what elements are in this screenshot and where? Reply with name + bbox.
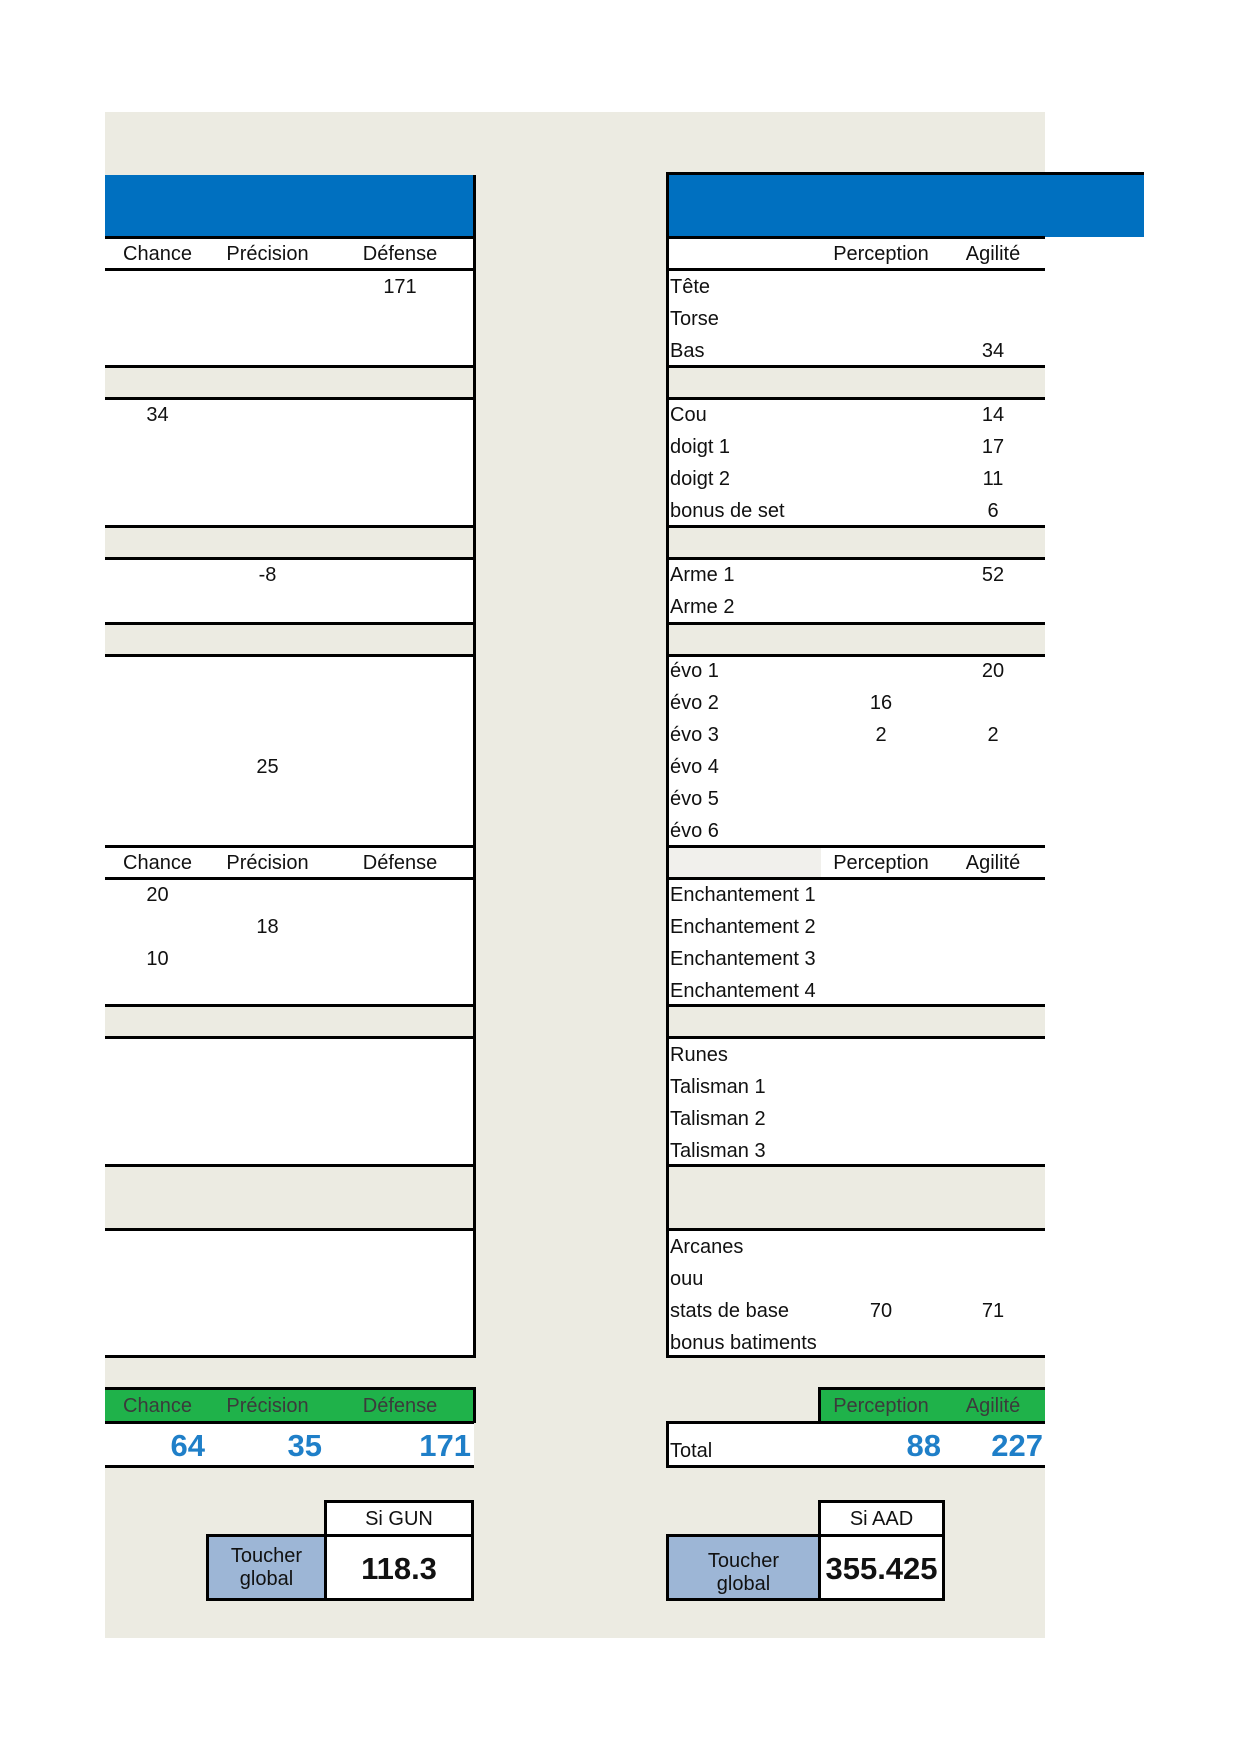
- right-row-agilite: 11: [982, 468, 1004, 490]
- right-rule: [666, 1004, 1045, 1007]
- left-header-chance: Chance: [123, 243, 192, 265]
- right-vertical-border: [666, 172, 669, 1358]
- right-toucher-value: 355.425: [825, 1551, 938, 1586]
- left-rule: [105, 1465, 474, 1468]
- right-rule: [818, 1387, 1045, 1390]
- left-value-precision: 25: [256, 756, 279, 778]
- right-si-label-box: [818, 1500, 945, 1537]
- right-row-label: Talisman 1: [670, 1076, 766, 1098]
- left-rule: [105, 268, 474, 271]
- left-header-bar: [105, 175, 474, 237]
- left-rule: [105, 1036, 474, 1039]
- right-rule: [666, 1164, 1045, 1167]
- left-rule: [105, 622, 474, 625]
- left-total-precision: 35: [287, 1428, 322, 1463]
- right-row-label: évo 3: [670, 724, 719, 746]
- right-row-label: bonus de set: [670, 500, 785, 522]
- left-rule: [105, 877, 474, 880]
- left-gap-4: [105, 1006, 474, 1038]
- left-rule: [105, 1355, 474, 1358]
- left-rule: [105, 654, 474, 657]
- right-row-label: doigt 2: [670, 468, 731, 490]
- right-total-border: [666, 1421, 669, 1466]
- right-si-label: Si AAD: [849, 1508, 914, 1530]
- left-header2-chance: Chance: [123, 852, 192, 874]
- right-row-label: Bas: [670, 340, 705, 362]
- right-row-perception: 70: [869, 1300, 893, 1322]
- right-total-header-perception: Perception: [833, 1395, 929, 1417]
- right-header-agilite: Agilité: [965, 243, 1021, 265]
- right-row-label: Torse: [670, 308, 719, 330]
- left-toucher-value-box: [324, 1534, 474, 1601]
- left-gap-bottom: [105, 1357, 474, 1389]
- right-total-perception: 88: [906, 1428, 941, 1463]
- left-total-defense: 171: [419, 1428, 471, 1463]
- right-row-agilite: 34: [981, 340, 1005, 362]
- right-gap-5: [666, 1166, 1045, 1230]
- left-ench-chance: 10: [146, 948, 169, 970]
- right-row-label: Talisman 2: [670, 1108, 766, 1130]
- right-row-label: évo 4: [670, 756, 719, 778]
- left-rule: [105, 845, 474, 848]
- left-header-precision: Précision: [226, 243, 309, 265]
- right-row-label: ouu: [670, 1268, 704, 1290]
- right-toucher-label-box: [666, 1534, 821, 1601]
- right-row-label: Runes: [670, 1044, 728, 1066]
- right-rule: [666, 397, 1045, 400]
- left-header-defense: Défense: [362, 243, 438, 265]
- right-row-label: Enchantement 1: [670, 884, 816, 906]
- right-row-label: Enchantement 3: [670, 948, 816, 970]
- right-row-agilite: 14: [981, 404, 1005, 426]
- right-gap-3: [666, 624, 1045, 656]
- left-value-precision: -8: [258, 564, 277, 586]
- left-toucher-label-box: [206, 1534, 327, 1601]
- left-rule: [105, 1387, 474, 1390]
- left-rule: [105, 1164, 474, 1167]
- right-row-label: évo 1: [670, 660, 719, 682]
- right-rule: [666, 654, 1045, 657]
- left-ench-chance: 20: [146, 884, 169, 906]
- right-row-agilite: 20: [981, 660, 1005, 682]
- right-row-label: évo 6: [670, 820, 719, 842]
- left-gap-2: [105, 527, 474, 559]
- left-rule: [105, 1004, 474, 1007]
- right-header2-shade: [669, 848, 821, 877]
- right-row-agilite: 71: [981, 1300, 1005, 1322]
- right-row-agilite: 2: [987, 724, 999, 746]
- right-rule: [666, 1465, 1045, 1468]
- left-total-chance: 64: [170, 1428, 205, 1463]
- right-header-bar: [666, 175, 1144, 237]
- right-row-agilite: 17: [981, 436, 1005, 458]
- right-row-label: Cou: [670, 404, 707, 426]
- right-total-agilite: 227: [991, 1428, 1043, 1463]
- right-row-label: doigt 1: [670, 436, 731, 458]
- left-vertical-border: [473, 175, 476, 1358]
- right-rule: [666, 236, 1045, 239]
- right-rule: [666, 877, 1045, 880]
- left-toucher-label-line2: global: [239, 1568, 294, 1590]
- right-header-perception: Perception: [833, 243, 929, 265]
- right-total-label: Total: [670, 1440, 713, 1462]
- left-value-defense: 171: [383, 276, 417, 298]
- right-row-label: stats de base: [670, 1300, 789, 1322]
- right-rule: [666, 557, 1045, 560]
- left-total-border: [473, 1387, 476, 1423]
- left-rule: [105, 236, 474, 239]
- left-rule: [105, 525, 474, 528]
- left-toucher-label-line1: Toucher: [230, 1545, 303, 1567]
- right-row-perception: 16: [869, 692, 893, 714]
- left-header2-defense: Défense: [362, 852, 438, 874]
- right-rule: [666, 365, 1045, 368]
- right-row-agilite: 52: [981, 564, 1005, 586]
- right-row-label: évo 2: [670, 692, 719, 714]
- left-gap-3: [105, 624, 474, 656]
- right-toucher-label-line2: global: [716, 1573, 771, 1595]
- right-rule: [666, 525, 1045, 528]
- left-ench-precision: 18: [256, 916, 279, 938]
- right-row-label: Arme 2: [670, 596, 735, 618]
- right-rule: [666, 1036, 1045, 1039]
- right-row-label: Arcanes: [670, 1236, 744, 1258]
- right-row-label: évo 5: [670, 788, 719, 810]
- left-toucher-value: 118.3: [361, 1551, 437, 1586]
- right-rule: [666, 172, 1144, 175]
- right-gap-1: [666, 367, 1045, 399]
- right-rule: [666, 845, 1045, 848]
- left-total-header-precision: Précision: [226, 1395, 309, 1417]
- right-header2-agilite: Agilité: [965, 852, 1021, 874]
- left-total-header-chance: Chance: [123, 1395, 192, 1417]
- right-header2-perception: Perception: [833, 852, 929, 874]
- left-value-chance: 34: [146, 404, 169, 426]
- left-rule: [105, 557, 474, 560]
- right-row-label: Enchantement 2: [670, 916, 816, 938]
- right-total-header-agilite: Agilité: [965, 1395, 1021, 1417]
- left-si-label-box: [324, 1500, 474, 1537]
- right-gap-2: [666, 527, 1045, 559]
- left-rule: [105, 365, 474, 368]
- right-row-label: bonus batiments: [670, 1332, 817, 1354]
- right-toucher-label-line1: Toucher: [707, 1550, 780, 1572]
- right-row-label: Arme 1: [670, 564, 735, 586]
- right-row-label: Talisman 3: [670, 1140, 766, 1162]
- left-gap-1: [105, 367, 474, 399]
- left-gap-5: [105, 1166, 474, 1230]
- left-rule: [105, 1228, 474, 1231]
- right-row-label: Tête: [670, 276, 711, 298]
- right-row-perception: 2: [875, 724, 887, 746]
- right-rule: [666, 1228, 1045, 1231]
- left-header2-precision: Précision: [226, 852, 309, 874]
- left-rule: [105, 397, 474, 400]
- right-row-label: Enchantement 4: [670, 980, 816, 1002]
- left-si-label: Si GUN: [365, 1508, 433, 1530]
- right-rule: [666, 622, 1045, 625]
- left-total-header-defense: Défense: [362, 1395, 438, 1417]
- right-rule: [666, 268, 1045, 271]
- right-toucher-value-box: [818, 1534, 945, 1601]
- right-row-agilite: 6: [987, 500, 999, 522]
- right-gap-4: [666, 1006, 1045, 1038]
